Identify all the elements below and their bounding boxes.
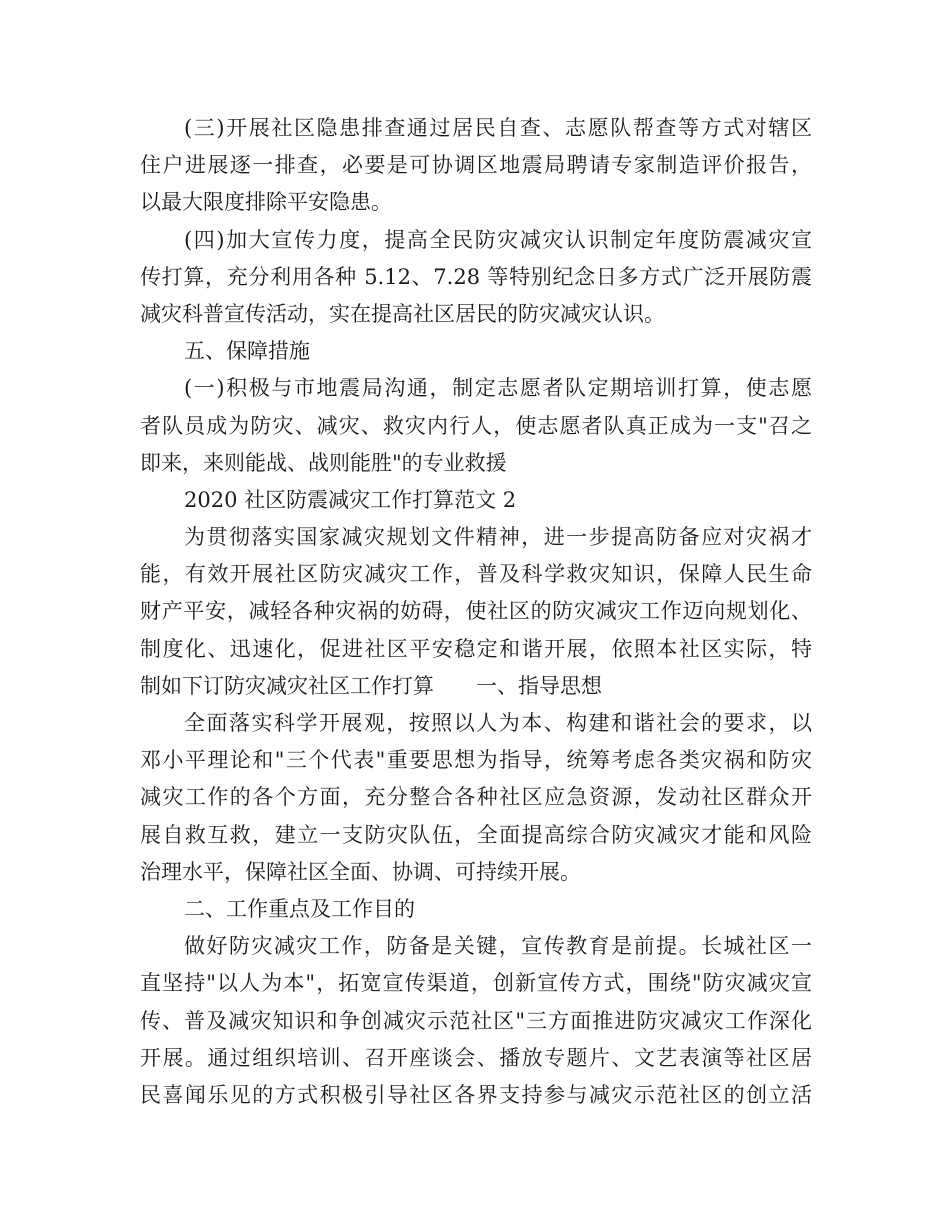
text-line: 制度化、迅速化，促进社区平安稳定和谐开展，依照本社区实际，特	[140, 636, 812, 661]
text-line: (三)开展社区隐患排查通过居民自查、志愿队帮查等方式对辖区	[184, 116, 812, 140]
text-line: 传打算，充分利用各种 5.12、7.28 等特别纪念日多方式广泛开展防震	[140, 264, 812, 289]
text-line: 2020 社区防震减灾工作打算范文 2	[184, 487, 517, 512]
text-line: 能，有效开展社区防灾减灾工作，普及科学救灾知识，保障人民生命	[140, 562, 812, 587]
text-line: 全面落实科学开展观，按照以人为本、构建和谐社会的要求，以	[184, 711, 812, 735]
text-line: 财产平安，减轻各种灾祸的妨碍，使社区的防灾减灾工作迈向规划化、	[140, 599, 812, 624]
document-body	[140, 110, 812, 1114]
text-line: 制如下订防灾减灾社区工作打算 一、指导思想	[140, 673, 602, 698]
text-line: 为贯彻落实国家减灾规划文件精神，进一步提高防备应对灾祸才	[184, 525, 812, 550]
text-line: 减灾科普宣传活动，实在提高社区居民的防灾减灾认识。	[140, 301, 665, 326]
text-line: 以最大限度排除平安隐患。	[140, 190, 392, 215]
text-line: 民喜闻乐见的方式积极引导社区各界支持参与减灾示范社区的创立活	[140, 1082, 812, 1107]
text-line: 邓小平理论和"三个代表"重要思想为指导，统筹考虑各类灾祸和防灾	[140, 748, 812, 773]
text-line: 二、工作重点及工作目的	[184, 896, 415, 921]
text-line: 治理水平，保障社区全面、协调、可持续开展。	[140, 859, 581, 884]
text-line: 做好防灾减灾工作，防备是关键，宣传教育是前提。长城社区一	[184, 934, 812, 959]
text-line: 即来，来则能战、战则能胜"的专业救援	[140, 450, 507, 475]
text-line: 减灾工作的各个方面，充分整合各种社区应急资源，发动社区群众开	[140, 785, 812, 810]
text-line: 开展。通过组织培训、召开座谈会、播放专题片、文艺表演等社区居	[140, 1045, 812, 1070]
text-line: (四)加大宣传力度，提高全民防灾减灾认识制定年度防震减灾宣	[184, 227, 812, 252]
text-line: 五、保障措施	[184, 339, 310, 364]
text-line: 展自救互救，建立一支防灾队伍，全面提高综合防灾减灾才能和风险	[140, 822, 812, 847]
text-line: (一)积极与市地震局沟通，制定志愿者队定期培训打算，使志愿	[184, 376, 812, 401]
text-line: 传、普及减灾知识和争创减灾示范社区"三方面推进防灾减灾工作深化	[140, 1008, 812, 1033]
text-line: 者队员成为防灾、减灾、救灾内行人，使志愿者队真正成为一支"召之	[140, 413, 812, 438]
text-line: 直坚持"以人为本"，拓宽宣传渠道，创新宣传方式，围绕"防灾减灾宣	[140, 971, 812, 996]
text-line: 住户进展逐一排查，必要是可协调区地震局聘请专家制造评价报告，	[140, 153, 812, 178]
